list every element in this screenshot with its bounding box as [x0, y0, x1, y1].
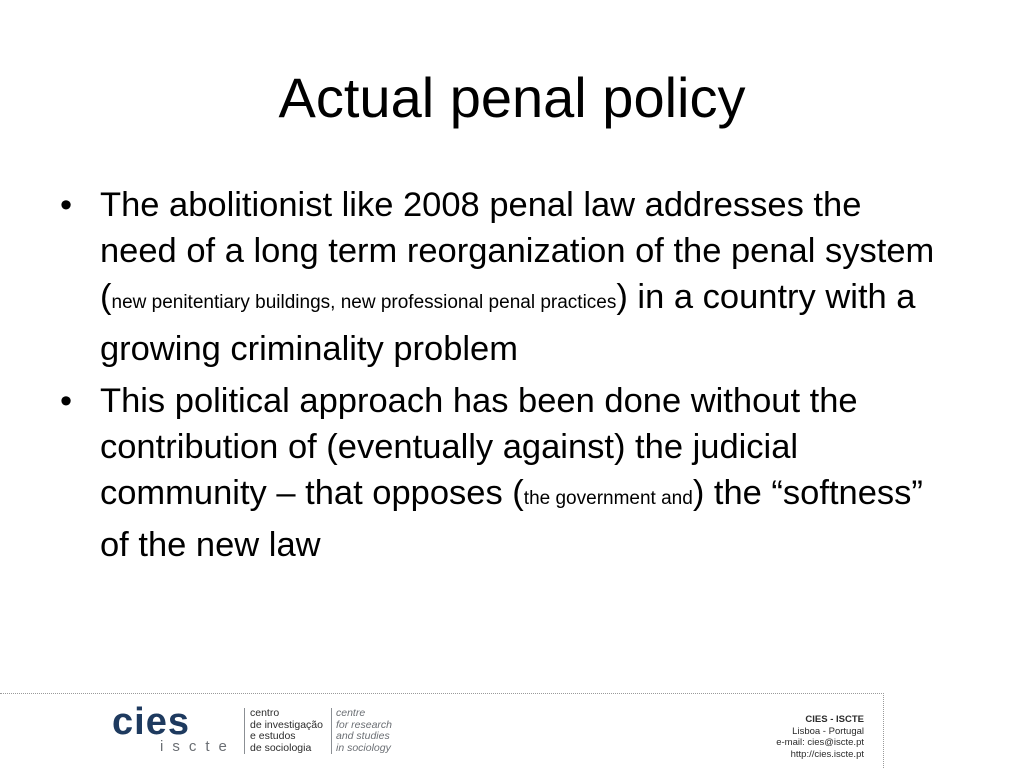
- bullet-marker: •: [60, 186, 73, 224]
- footer-divider-vertical: [883, 693, 884, 768]
- slide-title: Actual penal policy: [278, 66, 746, 129]
- footer-contact: CIES - ISCTE Lisboa - Portugal e-mail: cies@iscte.pt http://cies.iscte.pt: [776, 714, 864, 760]
- contact-email[interactable]: e-mail: cies@iscte.pt: [776, 737, 864, 748]
- footer-separator: [244, 708, 245, 754]
- footer-portuguese-text: centro de investigação e estudos de sociologia: [250, 707, 323, 754]
- bullet-text: The abolitionist like 2008 penal law addresses the need of a long term reorganization of the penal system (: [100, 186, 935, 316]
- cies-logo-text: cies: [112, 702, 190, 743]
- bullet-item: [60, 378, 940, 568]
- bullet-list: [60, 182, 940, 574]
- footer-separator: [331, 708, 332, 754]
- bullet-small-text: the government and: [523, 488, 693, 509]
- bullet-text: This political approach has been done without the contribution of (eventually against) the judicial community – that opposes (: [100, 382, 858, 512]
- bullet-marker: •: [60, 382, 73, 420]
- footer-divider: [0, 693, 882, 694]
- bullet-small-text: new penitentiary buildings, new professional penal practices: [111, 292, 617, 313]
- contact-website-link[interactable]: http://cies.iscte.pt: [790, 748, 864, 760]
- footer-english-text: centre for research and studies in sociology: [336, 707, 393, 754]
- bullet-text-continued: ) the “softness” of the new law: [100, 474, 923, 564]
- bullet-item: [60, 182, 940, 372]
- iscte-logo-text: iscte: [160, 738, 236, 755]
- bullet-text-continued: ) in a country with a growing criminality problem: [100, 278, 916, 368]
